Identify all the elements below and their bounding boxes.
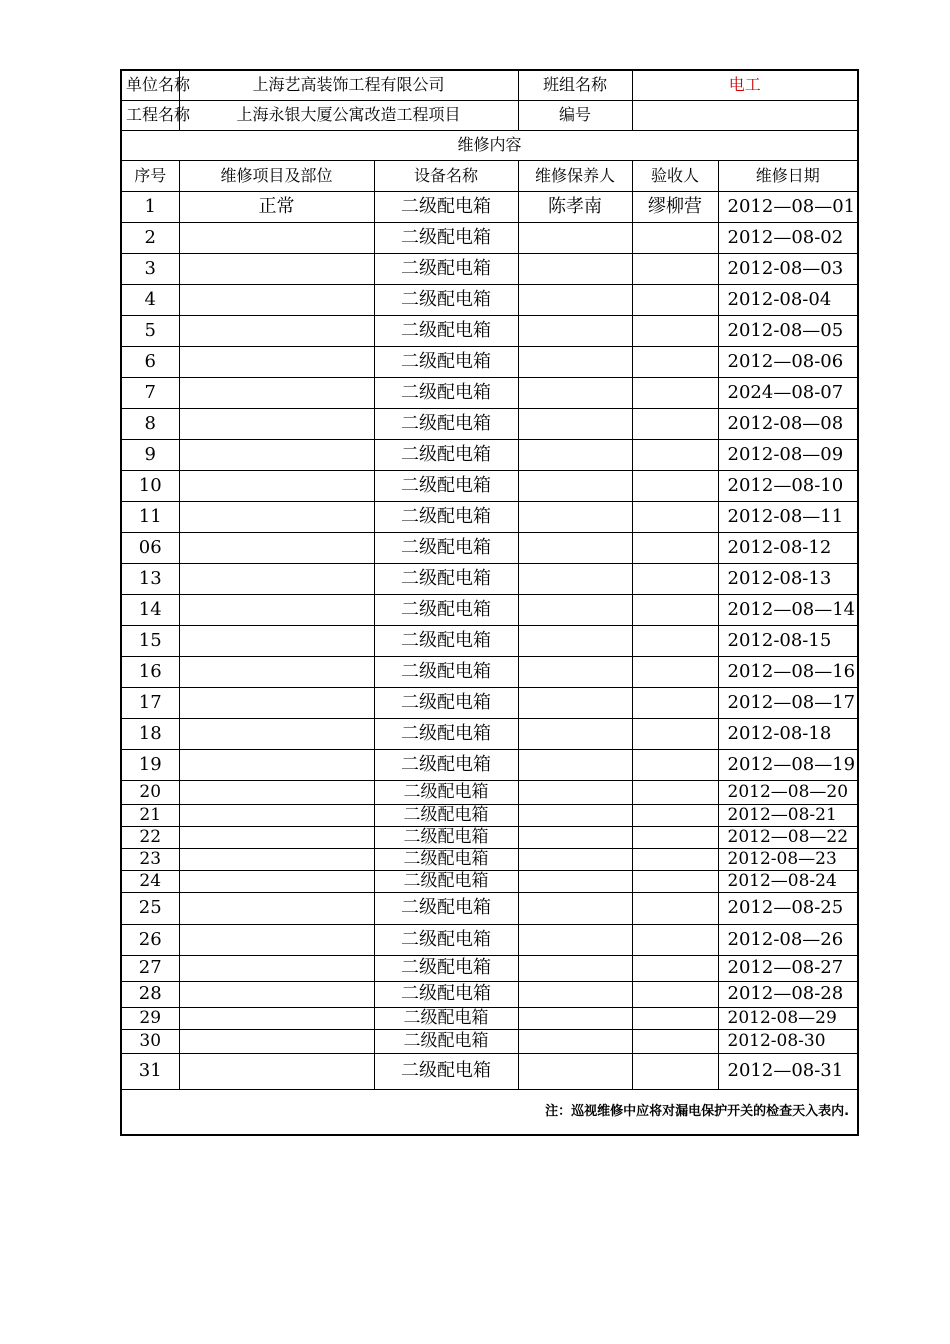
row-device: 二级配电箱 — [374, 532, 518, 563]
row-maintainer — [518, 222, 632, 253]
row-date: 2012—08-24 — [718, 870, 858, 892]
row-device: 二级配电箱 — [374, 377, 518, 408]
table-row — [121, 1007, 858, 1029]
row-number: 23 — [121, 848, 179, 870]
col-header-no: 序号 — [121, 160, 179, 191]
row-item — [179, 563, 374, 594]
row-device: 二级配电箱 — [374, 924, 518, 955]
table-row — [121, 848, 858, 870]
table-row — [121, 346, 858, 377]
row-inspector — [632, 625, 718, 656]
row-item — [179, 501, 374, 532]
number-label: 编号 — [518, 100, 632, 130]
row-number: 15 — [121, 625, 179, 656]
row-date: 2012-08-12 — [718, 532, 858, 563]
row-maintainer — [518, 253, 632, 284]
row-item — [179, 804, 374, 826]
row-date: 2012-08-30 — [718, 1029, 858, 1053]
row-maintainer — [518, 780, 632, 804]
row-device: 二级配电箱 — [374, 625, 518, 656]
row-inspector: 缪柳营 — [632, 191, 718, 222]
row-device: 二级配电箱 — [374, 1053, 518, 1089]
row-inspector — [632, 532, 718, 563]
row-maintainer — [518, 563, 632, 594]
row-item — [179, 222, 374, 253]
row-item — [179, 315, 374, 346]
row-item — [179, 1007, 374, 1029]
section-title: 维修内容 — [121, 130, 858, 160]
row-inspector — [632, 955, 718, 981]
section-title-row — [121, 130, 858, 160]
row-number: 8 — [121, 408, 179, 439]
row-device: 二级配电箱 — [374, 955, 518, 981]
column-header-row — [121, 160, 858, 191]
row-number: 6 — [121, 346, 179, 377]
row-item — [179, 826, 374, 848]
table-row — [121, 501, 858, 532]
table-row — [121, 253, 858, 284]
row-inspector — [632, 924, 718, 955]
row-inspector — [632, 253, 718, 284]
row-item — [179, 780, 374, 804]
row-maintainer — [518, 924, 632, 955]
table-row — [121, 955, 858, 981]
row-inspector — [632, 594, 718, 625]
row-maintainer — [518, 501, 632, 532]
row-inspector — [632, 870, 718, 892]
row-item — [179, 687, 374, 718]
project-row — [121, 100, 858, 130]
row-maintainer — [518, 749, 632, 780]
row-date: 2012-08-15 — [718, 625, 858, 656]
table-row — [121, 687, 858, 718]
row-item — [179, 656, 374, 687]
row-inspector — [632, 656, 718, 687]
row-maintainer — [518, 315, 632, 346]
row-date: 2012-08—03 — [718, 253, 858, 284]
row-date: 2012-08—23 — [718, 848, 858, 870]
row-inspector — [632, 470, 718, 501]
row-device: 二级配电箱 — [374, 780, 518, 804]
row-number: 4 — [121, 284, 179, 315]
row-item — [179, 439, 374, 470]
row-date: 2012—08—01 — [718, 191, 858, 222]
row-date: 2012-08—11 — [718, 501, 858, 532]
row-inspector — [632, 687, 718, 718]
row-device: 二级配电箱 — [374, 253, 518, 284]
row-maintainer — [518, 848, 632, 870]
col-header-date: 维修日期 — [718, 160, 858, 191]
row-number: 11 — [121, 501, 179, 532]
row-date: 2012-08—29 — [718, 1007, 858, 1029]
row-inspector — [632, 408, 718, 439]
row-maintainer — [518, 981, 632, 1007]
row-item — [179, 346, 374, 377]
row-number: 1 — [121, 191, 179, 222]
row-item — [179, 870, 374, 892]
row-date: 2012-08-04 — [718, 284, 858, 315]
row-number: 27 — [121, 955, 179, 981]
row-inspector — [632, 780, 718, 804]
row-inspector — [632, 284, 718, 315]
row-inspector — [632, 222, 718, 253]
table-row — [121, 594, 858, 625]
row-number: 25 — [121, 892, 179, 924]
row-device: 二级配电箱 — [374, 892, 518, 924]
row-number: 3 — [121, 253, 179, 284]
row-device: 二级配电箱 — [374, 594, 518, 625]
row-date: 2012—08-28 — [718, 981, 858, 1007]
row-item: 正常 — [179, 191, 374, 222]
team-value: 电工 — [632, 70, 858, 100]
table-row — [121, 377, 858, 408]
footnote: 注：巡视维修中应将对漏电保护开关的检查天入表内. — [121, 1089, 858, 1135]
table-row — [121, 1053, 858, 1089]
table-row — [121, 892, 858, 924]
unit-row — [121, 70, 858, 100]
row-item — [179, 532, 374, 563]
row-number: 7 — [121, 377, 179, 408]
row-item — [179, 924, 374, 955]
row-number: 29 — [121, 1007, 179, 1029]
row-number: 24 — [121, 870, 179, 892]
table-row — [121, 532, 858, 563]
row-item — [179, 718, 374, 749]
team-label: 班组名称 — [518, 70, 632, 100]
row-inspector — [632, 718, 718, 749]
row-inspector — [632, 377, 718, 408]
col-header-inspector: 验收人 — [632, 160, 718, 191]
row-inspector — [632, 439, 718, 470]
table-row — [121, 826, 858, 848]
row-number: 20 — [121, 780, 179, 804]
row-maintainer — [518, 892, 632, 924]
table-row — [121, 563, 858, 594]
table-row — [121, 981, 858, 1007]
row-maintainer — [518, 656, 632, 687]
row-device: 二级配电箱 — [374, 563, 518, 594]
row-inspector — [632, 1007, 718, 1029]
row-inspector — [632, 563, 718, 594]
table-row — [121, 780, 858, 804]
row-device: 二级配电箱 — [374, 191, 518, 222]
row-number: 5 — [121, 315, 179, 346]
row-device: 二级配电箱 — [374, 687, 518, 718]
table-row — [121, 439, 858, 470]
row-item — [179, 1029, 374, 1053]
unit-value: 上海艺高装饰工程有限公司 — [179, 70, 518, 100]
row-device: 二级配电箱 — [374, 439, 518, 470]
row-number: 19 — [121, 749, 179, 780]
number-value — [632, 100, 858, 130]
col-header-item: 维修项目及部位 — [179, 160, 374, 191]
row-date: 2012—08—17 — [718, 687, 858, 718]
row-inspector — [632, 892, 718, 924]
table-row — [121, 191, 858, 222]
row-number: 13 — [121, 563, 179, 594]
row-item — [179, 892, 374, 924]
row-number: 26 — [121, 924, 179, 955]
table-row — [121, 718, 858, 749]
table-row — [121, 656, 858, 687]
row-device: 二级配电箱 — [374, 656, 518, 687]
table-row — [121, 470, 858, 501]
row-date: 2024—08-07 — [718, 377, 858, 408]
unit-label: 单位名称 — [121, 70, 179, 100]
row-item — [179, 981, 374, 1007]
row-inspector — [632, 804, 718, 826]
row-number: 2 — [121, 222, 179, 253]
row-date: 2012-08—05 — [718, 315, 858, 346]
row-item — [179, 253, 374, 284]
row-maintainer — [518, 826, 632, 848]
row-device: 二级配电箱 — [374, 222, 518, 253]
row-date: 2012—08-06 — [718, 346, 858, 377]
row-inspector — [632, 848, 718, 870]
row-device: 二级配电箱 — [374, 848, 518, 870]
row-date: 2012—08—20 — [718, 780, 858, 804]
row-device: 二级配电箱 — [374, 346, 518, 377]
row-maintainer — [518, 408, 632, 439]
row-maintainer — [518, 1029, 632, 1053]
table-row — [121, 408, 858, 439]
row-number: 28 — [121, 981, 179, 1007]
row-maintainer — [518, 625, 632, 656]
row-number: 17 — [121, 687, 179, 718]
row-maintainer: 陈孝南 — [518, 191, 632, 222]
table-row — [121, 1029, 858, 1053]
row-date: 2012—08-02 — [718, 222, 858, 253]
row-inspector — [632, 346, 718, 377]
row-date: 2012—08—14 — [718, 594, 858, 625]
row-device: 二级配电箱 — [374, 408, 518, 439]
table-row — [121, 924, 858, 955]
row-item — [179, 408, 374, 439]
row-item — [179, 955, 374, 981]
row-date: 2012-08—08 — [718, 408, 858, 439]
row-maintainer — [518, 594, 632, 625]
row-item — [179, 470, 374, 501]
row-maintainer — [518, 532, 632, 563]
table-row — [121, 625, 858, 656]
row-maintainer — [518, 870, 632, 892]
table-row — [121, 222, 858, 253]
row-item — [179, 625, 374, 656]
row-maintainer — [518, 687, 632, 718]
row-item — [179, 594, 374, 625]
row-date: 2012—08—19 — [718, 749, 858, 780]
row-device: 二级配电箱 — [374, 981, 518, 1007]
row-date: 2012—08-21 — [718, 804, 858, 826]
row-inspector — [632, 826, 718, 848]
row-inspector — [632, 749, 718, 780]
row-maintainer — [518, 1007, 632, 1029]
row-maintainer — [518, 804, 632, 826]
row-device: 二级配电箱 — [374, 1007, 518, 1029]
row-number: 18 — [121, 718, 179, 749]
row-device: 二级配电箱 — [374, 1029, 518, 1053]
row-date: 2012-08—26 — [718, 924, 858, 955]
row-item — [179, 1053, 374, 1089]
row-inspector — [632, 1053, 718, 1089]
row-device: 二级配电箱 — [374, 501, 518, 532]
row-device: 二级配电箱 — [374, 804, 518, 826]
col-header-maintainer: 维修保养人 — [518, 160, 632, 191]
table-row — [121, 315, 858, 346]
table-row — [121, 870, 858, 892]
row-item — [179, 377, 374, 408]
row-date: 2012—08-10 — [718, 470, 858, 501]
row-inspector — [632, 981, 718, 1007]
row-inspector — [632, 315, 718, 346]
row-device: 二级配电箱 — [374, 315, 518, 346]
row-number: 22 — [121, 826, 179, 848]
row-date: 2012—08—22 — [718, 826, 858, 848]
row-device: 二级配电箱 — [374, 470, 518, 501]
row-maintainer — [518, 955, 632, 981]
row-number: 06 — [121, 532, 179, 563]
row-number: 9 — [121, 439, 179, 470]
row-number: 14 — [121, 594, 179, 625]
row-device: 二级配电箱 — [374, 284, 518, 315]
row-device: 二级配电箱 — [374, 870, 518, 892]
row-maintainer — [518, 377, 632, 408]
row-maintainer — [518, 346, 632, 377]
table-row — [121, 804, 858, 826]
row-inspector — [632, 1029, 718, 1053]
row-date: 2012—08-31 — [718, 1053, 858, 1089]
row-date: 2012—08-27 — [718, 955, 858, 981]
row-item — [179, 848, 374, 870]
row-number: 16 — [121, 656, 179, 687]
col-header-device: 设备名称 — [374, 160, 518, 191]
row-date: 2012—08-25 — [718, 892, 858, 924]
row-date: 2012-08-13 — [718, 563, 858, 594]
row-number: 30 — [121, 1029, 179, 1053]
row-maintainer — [518, 718, 632, 749]
project-label: 工程名称 — [121, 100, 179, 130]
row-date: 2012-08—09 — [718, 439, 858, 470]
row-item — [179, 749, 374, 780]
row-device: 二级配电箱 — [374, 749, 518, 780]
table-row — [121, 284, 858, 315]
row-inspector — [632, 501, 718, 532]
row-number: 10 — [121, 470, 179, 501]
table-row — [121, 749, 858, 780]
row-maintainer — [518, 470, 632, 501]
row-date: 2012—08—16 — [718, 656, 858, 687]
note-row — [121, 1089, 858, 1135]
row-date: 2012-08-18 — [718, 718, 858, 749]
row-maintainer — [518, 1053, 632, 1089]
row-number: 31 — [121, 1053, 179, 1089]
row-maintainer — [518, 439, 632, 470]
row-device: 二级配电箱 — [374, 826, 518, 848]
project-value: 上海永银大厦公寓改造工程项目 — [179, 100, 518, 130]
row-number: 21 — [121, 804, 179, 826]
row-maintainer — [518, 284, 632, 315]
row-device: 二级配电箱 — [374, 718, 518, 749]
row-item — [179, 284, 374, 315]
maintenance-record-table — [120, 69, 859, 1136]
